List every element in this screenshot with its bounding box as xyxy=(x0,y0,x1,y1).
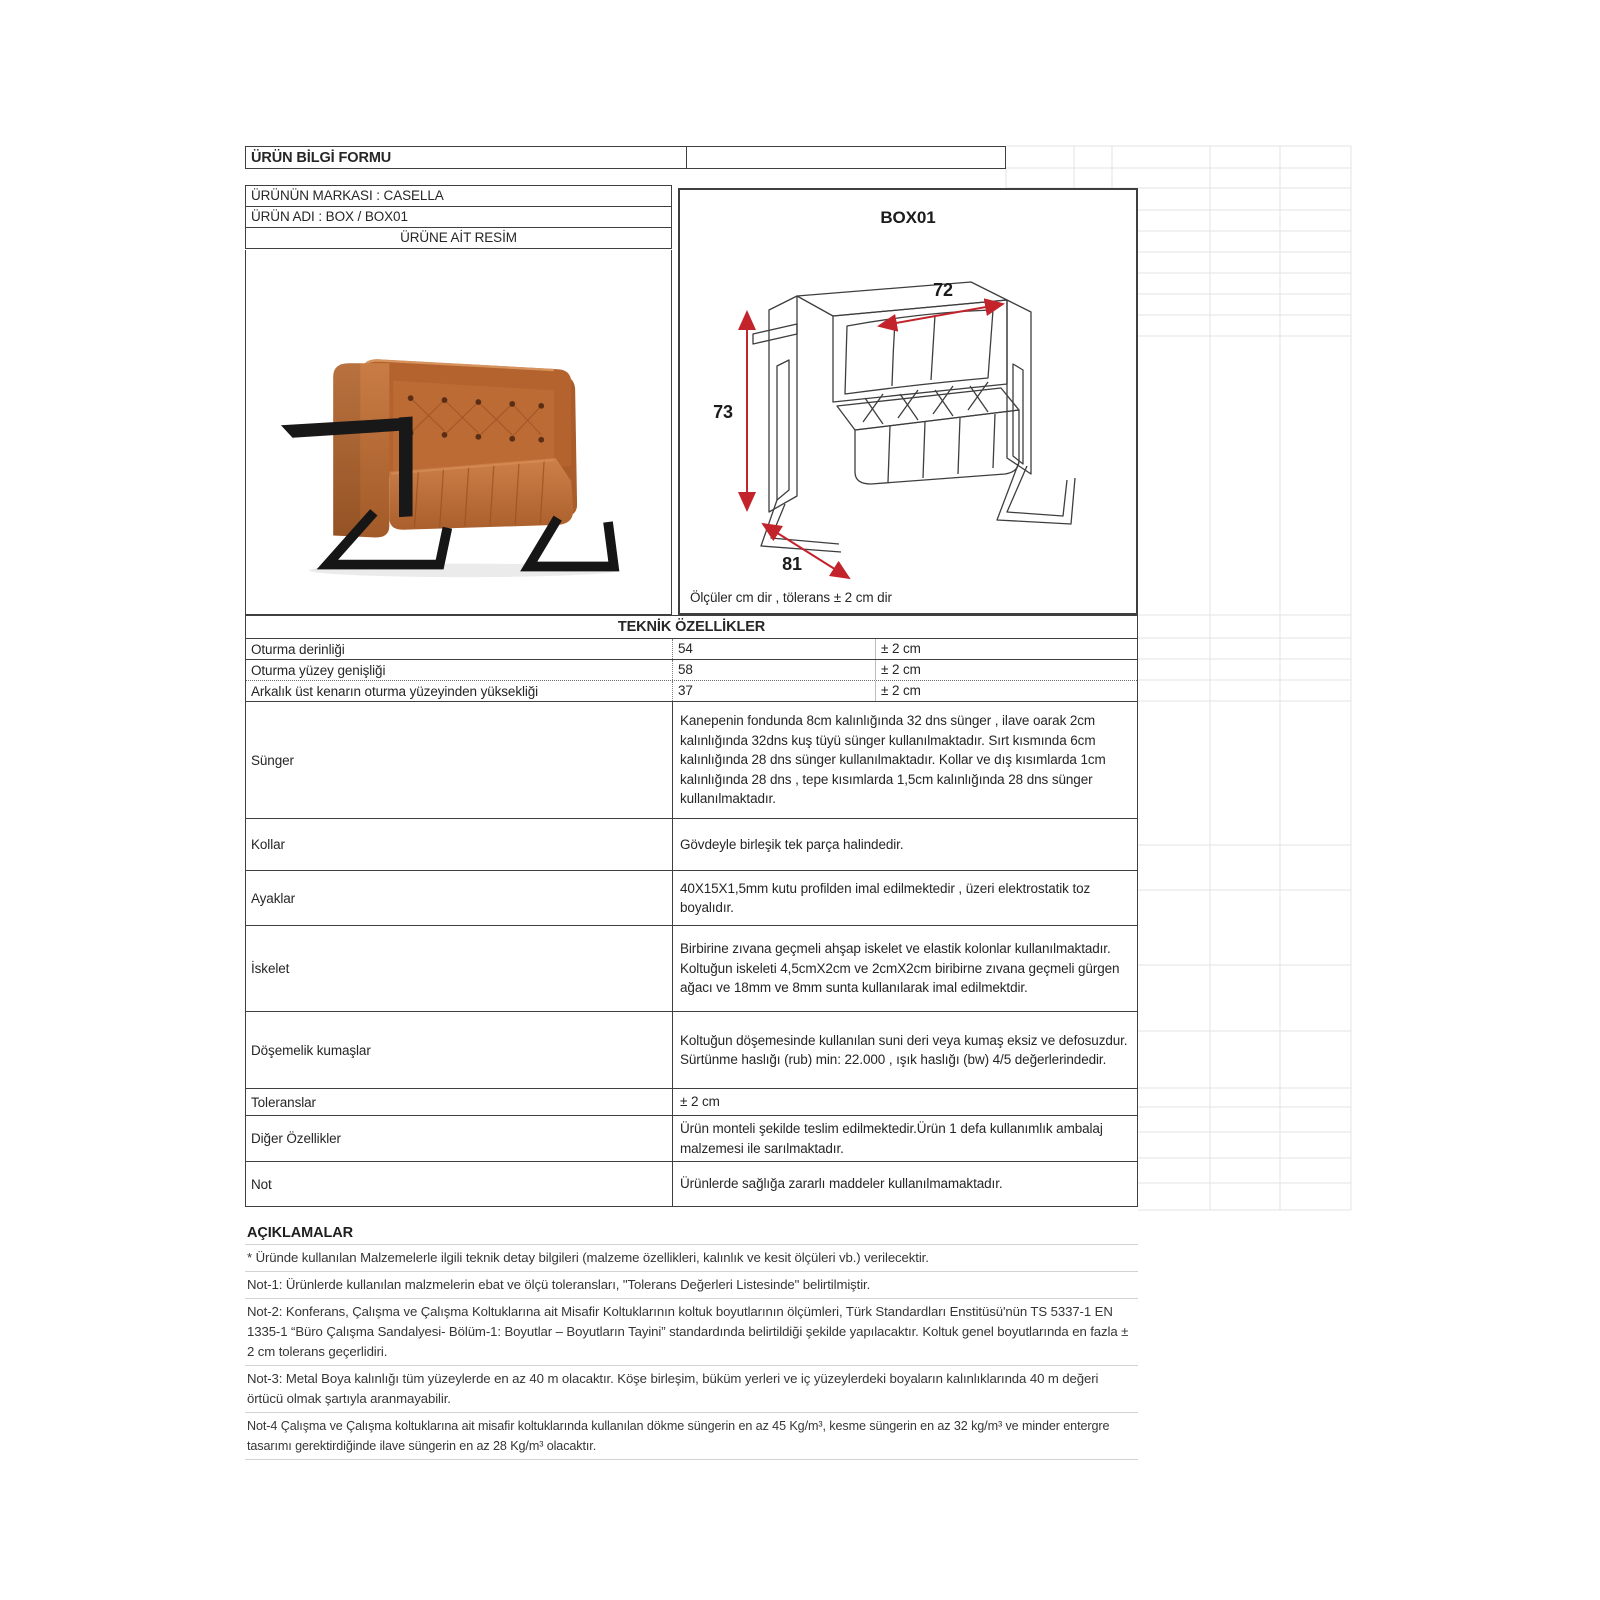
spec-tolerance: ± 2 cm xyxy=(881,662,921,677)
spec-value: Gövdeyle birleşik tek parça halindedir. xyxy=(680,836,904,852)
spec-row-foam xyxy=(246,701,1137,818)
brand-row: ÜRÜNÜN MARKASI : CASELLA xyxy=(246,186,671,207)
spec-label: Döşemelik kumaşlar xyxy=(246,1012,673,1088)
spec-label: Oturma yüzey genişliği xyxy=(246,660,673,680)
spec-value: Ürünlerde sağlığa zararlı maddeler kullanılmamaktadır. xyxy=(680,1176,1003,1192)
armchair-photo xyxy=(264,282,654,582)
spec-value: 40X15X1,5mm kutu profilden imal edilmektedir , üzeri elektrostatik toz boyalıdır. xyxy=(680,880,1091,915)
spec-table-header: TEKNİK ÖZELLİKLER xyxy=(617,619,766,635)
spec-value: Ürün monteli şekilde teslim edilmektedir.Ürün 1 defa kullanımlık ambalaj malzemesi ile sarılmaktadır. xyxy=(680,1121,1103,1156)
product-header-block xyxy=(245,185,672,249)
diagram-panel xyxy=(678,188,1138,615)
spec-row-tolerances xyxy=(246,1088,1137,1115)
spec-tolerance: ± 2 cm xyxy=(881,641,921,656)
note-item: Not-1: Ürünlerde kullanılan malzmelerin ebat ve ölçü toleransları, "Tolerans Değerleri Listesinde" belirtilmiştir. xyxy=(245,1272,1138,1299)
spec-value: Birbirine zıvana geçmeli ahşap iskelet ve elastik kolonlar kullanılmaktadır. Koltuğun iskeleti 4,5cmX2cm ve 2cmX2cm biribirne zıvana geçmeli gürgen ağacı ve 18mm ve 8mm sunta kullanılarak imal edilmektdir. xyxy=(680,941,1120,996)
spec-label: Oturma derinliği xyxy=(246,639,673,659)
spec-label: Kollar xyxy=(246,819,673,870)
notes-section xyxy=(245,1222,1138,1460)
note-item: Not-3: Metal Boya kalınlığı tüm yüzeylerde en az 40 m olacaktır. Köşe birleşim, büküm yerleri ve iç yüzeylerdeki boyaların kalınlıklarında 40 m değeri örtücü olmak şartıyla aranmayabilir. xyxy=(245,1366,1138,1413)
spec-row-other xyxy=(246,1115,1137,1161)
diagram-model-title: BOX01 xyxy=(880,208,936,227)
spec-label: Sünger xyxy=(246,702,673,818)
image-header-row: ÜRÜNE AİT RESİM xyxy=(400,230,517,245)
product-image-cell xyxy=(245,250,672,615)
spec-value: 54 xyxy=(673,639,876,659)
measurement-note: Ölçüler cm dir , tölerans ± 2 cm dir xyxy=(690,590,892,605)
form-title: ÜRÜN BİLGİ FORMU xyxy=(251,150,392,166)
spec-row-legs xyxy=(246,870,1137,925)
spec-value: Kanepenin fondunda 8cm kalınlığında 32 dns sünger , ilave oarak 2cm kalınlığında 32dns kuş tüyü sünger kullanılmaktadır. Sırt kısmında 6cm kalınlığında 28 dns sünger kullanılmaktadır. Kollar ve dış kısımlarda 1cm kalınlığında 28 dns , tepe kısımlarda 1,5cm kalınlığında 28 dns sünger kullanılmaktadır. xyxy=(680,713,1106,807)
spec-value: 58 xyxy=(673,660,876,680)
spec-row-frame xyxy=(246,925,1137,1011)
spec-row-back-height xyxy=(246,680,1137,701)
form-title-cell xyxy=(245,146,1006,169)
product-name-row: ÜRÜN ADI : BOX / BOX01 xyxy=(246,207,671,228)
spec-value: ± 2 cm xyxy=(680,1094,720,1110)
spec-label: Toleranslar xyxy=(246,1089,673,1115)
note-item: Not-4 Çalışma ve Çalışma koltuklarına ait misafir koltuklarında kullanılan dökme süngerin en az 45 Kg/m³, kesme süngerin en az 32 kg/m³ ve minder entergre tasarımı gerektirdiğinde ilave süngerin en az 28 Kg/m³ olacaktır. xyxy=(245,1413,1138,1460)
spec-label: Diğer Özellikler xyxy=(246,1116,673,1161)
spec-label: İskelet xyxy=(246,926,673,1011)
note-item: Not-2: Konferans, Çalışma ve Çalışma Koltuklarına ait Misafir Koltuklarının koltuk boyutlarının ölçümleri, Türk Standardları Enstitüsü'nün TS 5337-1 EN 1335-1 “Büro Çalışma Sandalyesi- Bölüm-1: Boyutlar – Boyutların Tayini” standardında belirtildiği şekilde yapılacaktır. Koltuk genel boyutlarında en fazla ± 2 cm tolerans geçerlidiri. xyxy=(245,1299,1138,1366)
spec-row-upholstery xyxy=(246,1011,1137,1088)
spec-row-seat-width xyxy=(246,659,1137,680)
spec-label: Ayaklar xyxy=(246,871,673,925)
notes-title: AÇIKLAMALAR xyxy=(245,1222,1138,1245)
spec-row-note xyxy=(246,1161,1137,1206)
spec-label: Not xyxy=(246,1162,673,1206)
spec-row-seat-depth xyxy=(246,638,1137,659)
spec-tolerance: ± 2 cm xyxy=(881,683,921,698)
dimension-diagram xyxy=(695,238,1125,588)
spec-label: Arkalık üst kenarın oturma yüzeyinden yüksekliği xyxy=(246,681,673,701)
title-cell-divider xyxy=(686,147,687,168)
spec-value: 37 xyxy=(673,681,876,701)
spec-table xyxy=(245,615,1138,1207)
spec-row-arms xyxy=(246,818,1137,870)
dim-width-label: 72 xyxy=(933,280,953,300)
dim-depth-label: 81 xyxy=(782,554,802,574)
spec-value: Koltuğun döşemesinde kullanılan suni deri veya kumaş eksiz ve defosuzdur. Sürtünme haslığı (rub) min: 22.000 , ışık haslığı (bw) 4/5 değerlerindedir. xyxy=(680,1032,1128,1067)
note-item: * Üründe kullanılan Malzemelerle ilgili teknik detay bilgileri (malzeme özellikleri, kalınlık ve kesit ölçüleri vb.) verilecektir. xyxy=(245,1245,1138,1272)
dim-height-label: 73 xyxy=(713,402,733,422)
